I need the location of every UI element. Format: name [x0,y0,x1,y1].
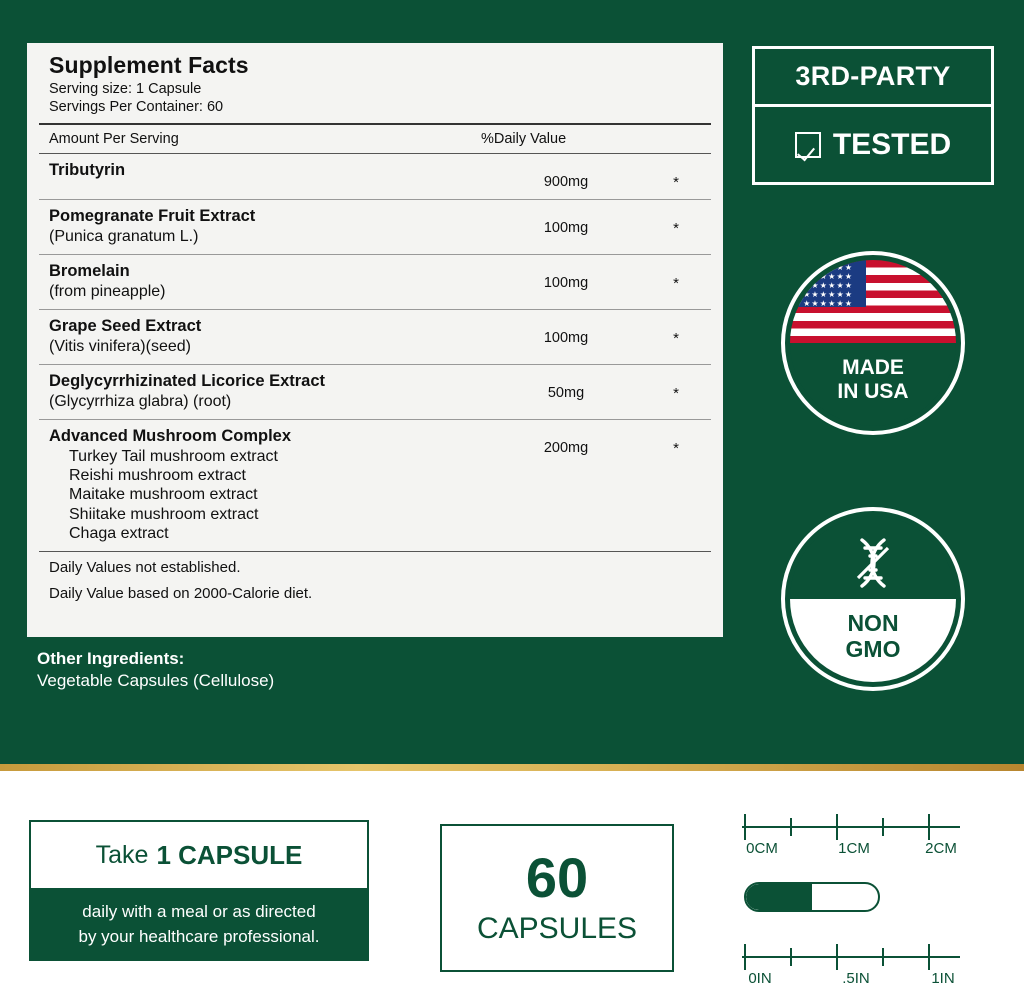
table-header-row [39,125,711,153]
ingredient-latin-name: (Punica granatum L.) [49,228,199,246]
complex-item: Chaga extract [69,524,169,542]
inch-label: .5IN [842,970,870,987]
other-ingredients-body: Vegetable Capsules (Cellulose) [37,671,275,691]
size-scale [736,812,966,987]
capsule-count-label: CAPSULES [476,912,638,945]
usa-flag-icon: ★★★★★★ ★★★★★★ ★★★★★★ ★★★★★★ ★★★★★★ [790,260,956,343]
dose-headline [29,820,369,890]
footnote-daily-values: Daily Values not established. [49,559,241,577]
complex-amount: 200mg [543,440,589,457]
footnote-calorie-diet: Daily Value based on 2000-Calorie diet. [49,584,313,602]
tested-row [755,107,991,182]
column-header-daily-value: %Daily Value [481,131,567,148]
ingredient-name: Bromelain [49,262,130,281]
supplement-facts-box [25,41,725,639]
ingredient-name: Deglycyrrhizinated Licorice Extract [49,372,326,391]
gold-divider-bar [0,764,1024,771]
inch-label: 1IN [931,970,955,987]
ingredient-amount: 100mg [543,330,589,347]
capsule-count-box [440,824,674,972]
inch-tick-row [736,942,966,970]
checkbox-checked-icon [795,132,821,158]
complex-item: Maitake mushroom extract [69,486,258,504]
table-row [39,255,711,309]
capsule-icon [744,882,880,912]
supplement-facts-title: Supplement Facts [49,52,249,78]
table-row-complex [39,420,711,551]
ingredient-daily-value: * [673,385,679,403]
dose-amount: 1 CAPSULE [156,839,303,870]
complex-name: Advanced Mushroom Complex [49,427,292,446]
dna-icon [790,520,956,606]
cm-label: 2CM [925,840,957,857]
complex-item: Turkey Tail mushroom extract [69,448,278,466]
complex-item: Shiitake mushroom extract [69,505,259,523]
cm-labels [736,840,966,862]
ingredient-amount: 100mg [543,275,589,292]
inch-label: 0IN [748,970,772,987]
inch-labels [736,970,966,992]
ingredient-daily-value: * [673,275,679,293]
table-row [39,154,711,199]
ingredient-name: Grape Seed Extract [49,317,202,336]
ingredient-name: Tributyrin [49,161,126,180]
third-party-label: 3RD-PARTY [795,61,951,91]
ingredient-source: (from pineapple) [49,283,166,301]
serving-size: Serving size: 1 Capsule [49,81,202,97]
other-ingredients-title: Other Ingredients: [37,649,185,668]
cm-tick-row [736,812,966,840]
non-gmo-label: NON GMO [845,610,901,662]
capsule-count-number: 60 [525,846,589,909]
column-header-amount: Amount Per Serving [49,131,179,148]
cm-label: 1CM [838,840,870,857]
non-gmo-seal [781,507,965,691]
dose-detail-line2: by your healthcare professional. [78,926,320,946]
ingredient-latin-name: (Glycyrrhiza glabra) (root) [49,393,232,411]
ingredient-amount: 50mg [547,385,585,402]
servings-per-container: Servings Per Container: 60 [49,98,224,115]
other-ingredients [37,648,697,693]
tested-label: TESTED [832,127,952,161]
ingredient-daily-value: * [673,330,679,348]
ingredient-daily-value: * [673,220,679,238]
ingredient-amount: 100mg [543,220,589,237]
ingredient-name: Pomegranate Fruit Extract [49,207,256,226]
complex-daily-value: * [673,440,679,458]
table-row [39,200,711,254]
third-party-tested-badge [752,46,994,185]
table-row [39,310,711,364]
dose-prefix: Take [95,840,149,869]
ingredient-latin-name: (Vitis vinifera)(seed) [49,338,191,356]
made-in-usa-seal [781,251,965,435]
table-row [39,365,711,419]
complex-item: Reishi mushroom extract [69,467,246,485]
ingredient-daily-value: * [673,174,679,192]
directions-block [29,820,369,961]
dose-detail [29,890,369,961]
ingredient-amount: 900mg [543,174,589,191]
cm-label: 0CM [746,840,778,857]
dose-detail-line1: daily with a meal or as directed [82,902,316,921]
made-in-usa-label: MADE IN USA [837,356,909,403]
